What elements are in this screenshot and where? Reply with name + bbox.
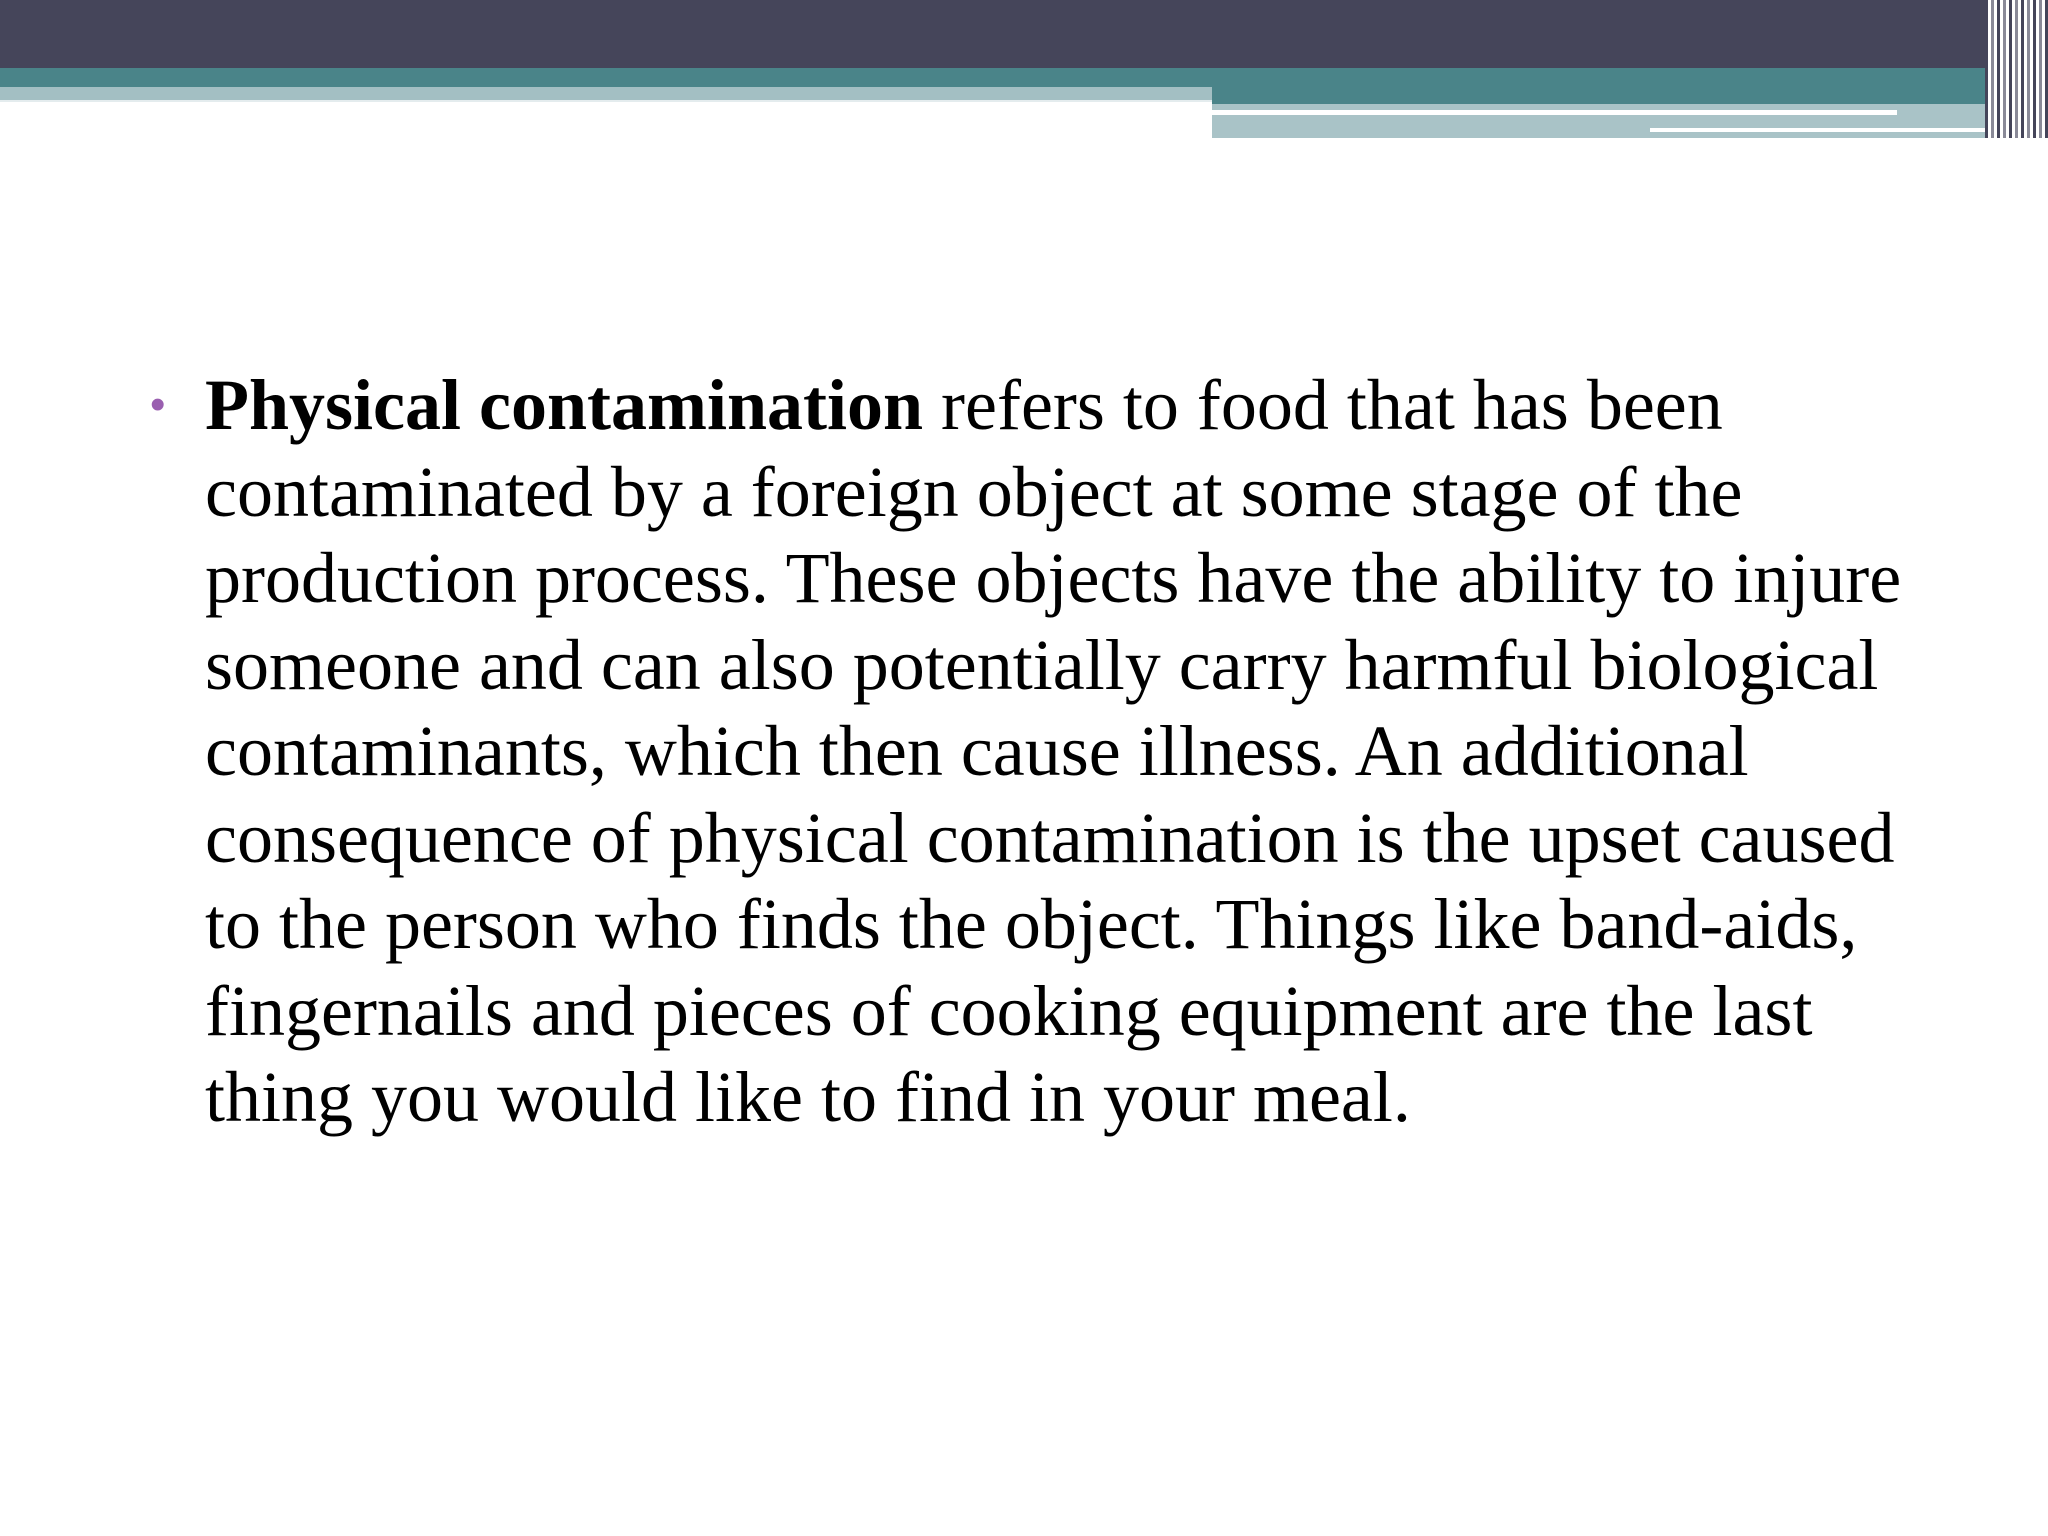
slide-body [150, 362, 1940, 1141]
header-teal-band-right [1212, 68, 2002, 104]
bullet-definition: refers to food that has been contaminated by a foreign object at some stage of the production process. These objects have the ability to injure someone and can also potentially carry harmful biological contaminants, which then cause illness. An additional consequence of physical contamination is the upset caused to the person who finds the object. Things like band-aids, fingernails and pieces of cooking equipment are the last thing you would like to find in your meal. [205, 365, 1902, 1137]
header-vertical-stripes [1985, 0, 2048, 138]
bullet-item [150, 362, 1940, 1141]
header-dark-band [0, 0, 2048, 68]
bullet-icon: • [150, 380, 166, 429]
header-faint-line [0, 100, 1212, 102]
bullet-term: Physical contamination [205, 365, 924, 445]
header-white-line-lower [1650, 128, 2002, 132]
header-teal-band-left [0, 68, 1212, 87]
header-white-line-upper [1212, 110, 1897, 115]
header-light-teal-band-left [0, 87, 1212, 100]
